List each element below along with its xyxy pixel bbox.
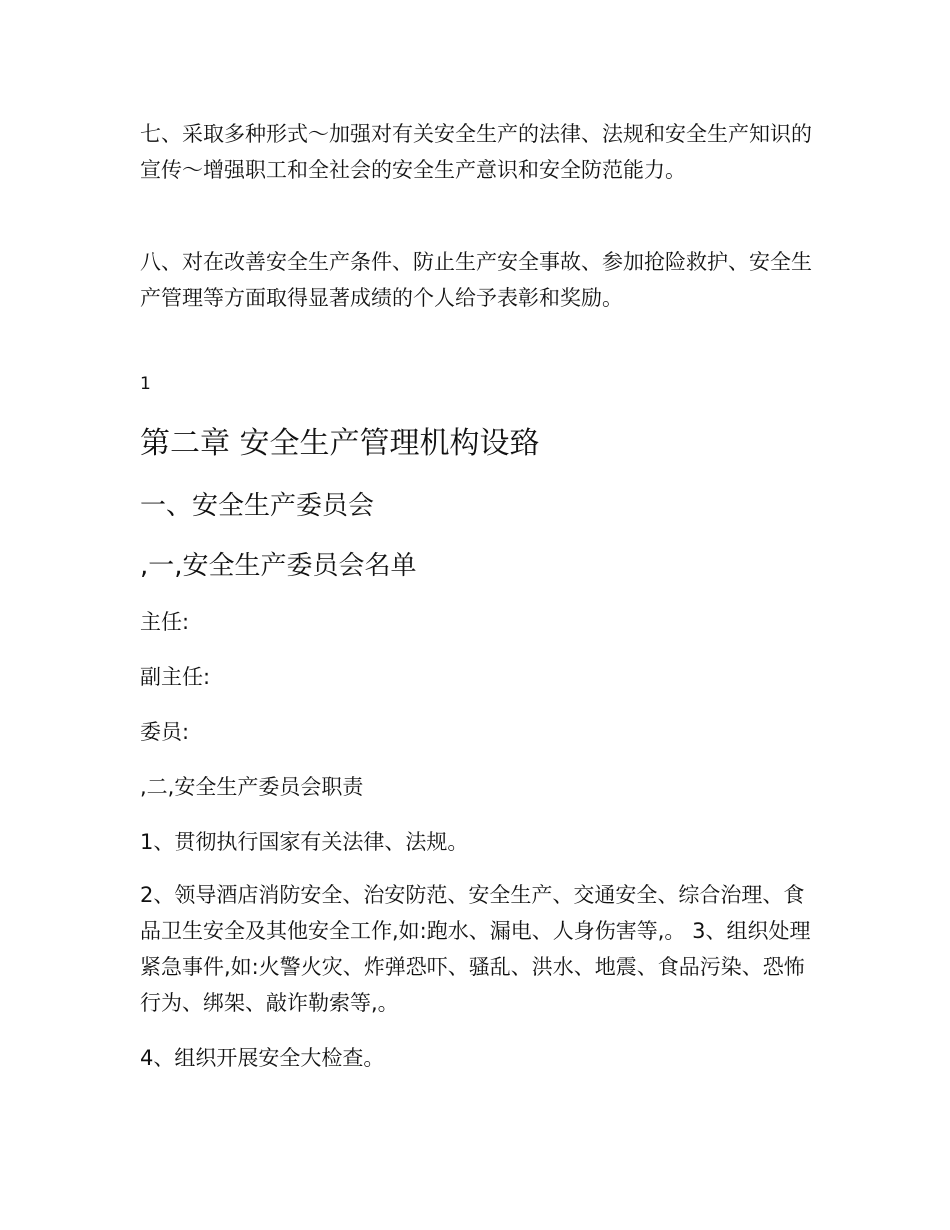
duty-item-4: 4、组织开展安全大检查。 <box>140 1046 385 1070</box>
director-label: 主任: <box>140 610 190 634</box>
paragraph-item-8: 八、对在改善安全生产条件、防止生产安全事故、参加抢险救护、安全生产管理等方面取得显著成绩的个人给予表彰和奖励。 <box>140 250 812 310</box>
page-number: 1 <box>140 374 151 394</box>
paragraph-item-7: 七、采取多种形式～加强对有关安全生产的法律、法规和安全生产知识的宣传～增强职工和全社会的安全生产意识和安全防范能力。 <box>140 122 812 182</box>
section-title: 一、安全生产委员会 <box>140 491 375 521</box>
duties-title: ,二,安全生产委员会职责 <box>140 775 364 799</box>
chapter-title: 第二章 安全生产管理机构设臵 <box>140 426 540 461</box>
duty-item-1: 1、贯彻执行国家有关法律、法规。 <box>140 830 469 854</box>
duty-item-2-3: 2、领导酒店消防安全、治安防范、安全生产、交通安全、综合治理、食品卫生安全及其他安全工作,如:跑水、漏电、人身伤害等,。 3、组织处理紧急事件,如:火警火灾、炸弹恐吓、骚乱、洪水、地震、食品污染、恐怖行为、绑架、敲诈勒索等,。 <box>140 883 811 1015</box>
deputy-director-label: 副主任: <box>140 665 211 689</box>
member-label: 委员: <box>140 720 190 744</box>
member-list-title: ,一,安全生产委员会名单 <box>140 551 417 581</box>
